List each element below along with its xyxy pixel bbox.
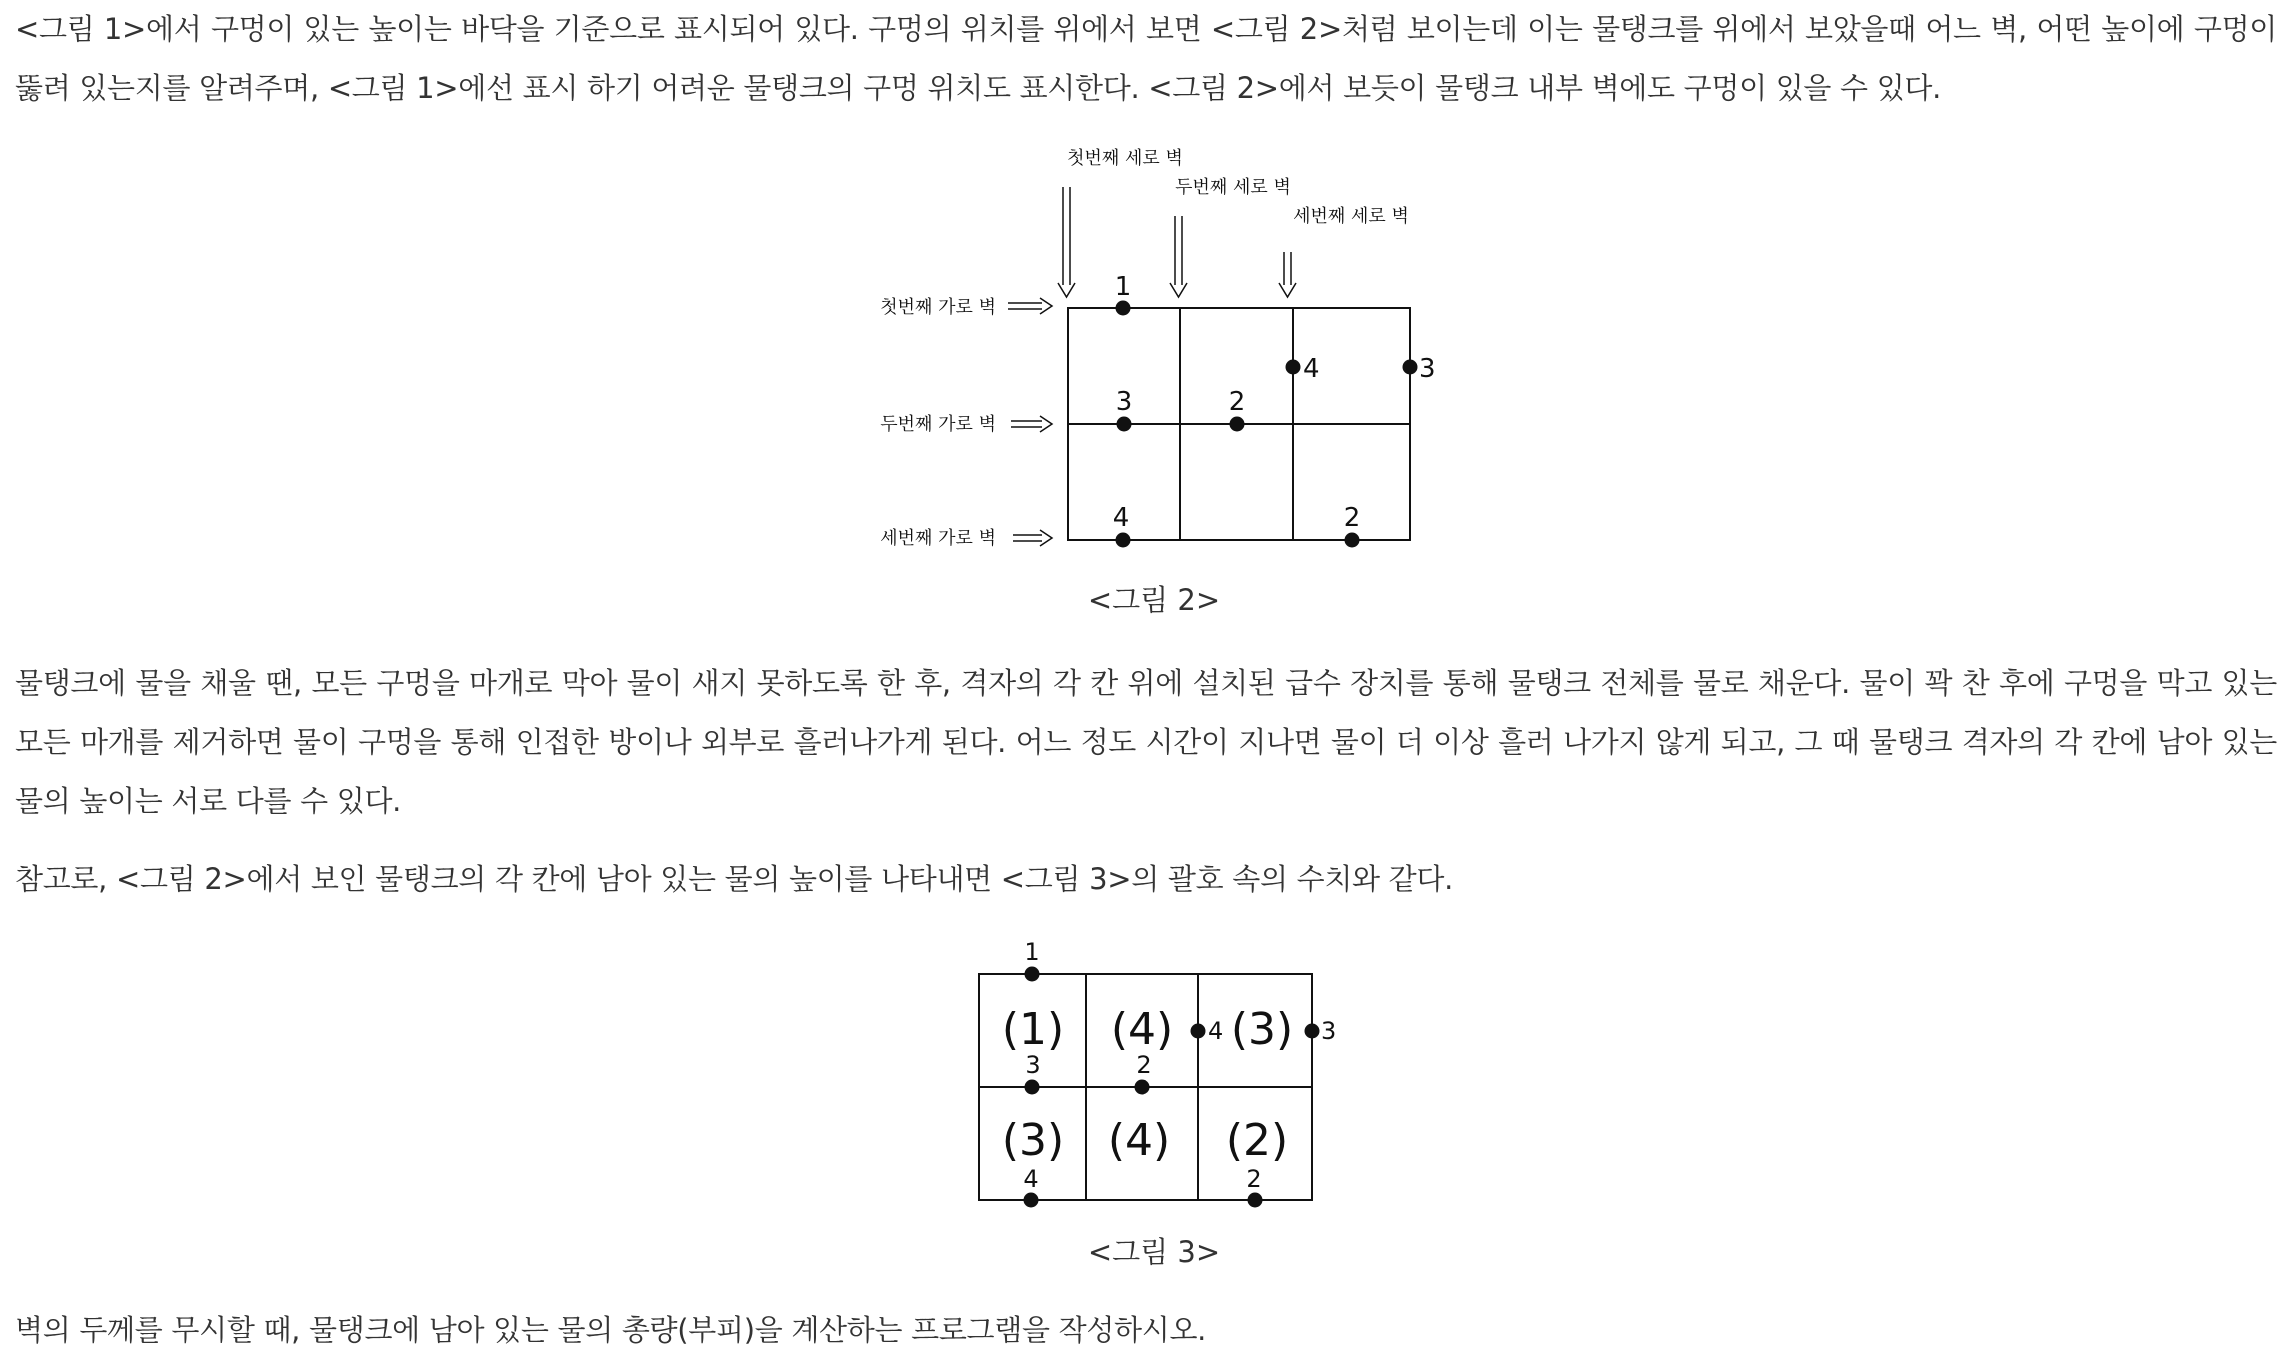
hole-label: 3 [1115,387,1133,417]
hole-label: 4 [1112,503,1130,533]
hole-marker [1135,1080,1150,1095]
down-arrow-icon [1170,216,1187,297]
water-height-value: (1) [1001,1004,1065,1055]
hole-label: 1 [1114,272,1132,302]
vertical-wall-label-1: 첫번째 세로 벽 [1067,148,1183,169]
hole-marker [1024,1193,1039,1208]
figure-2-caption: <그림 2> [1087,583,1221,617]
figure-3-diagram [0,930,2290,1220]
horizontal-wall-label-3: 세번째 가로 벽 [880,528,996,549]
hole-marker [1286,360,1301,375]
hole-label: 2 [1228,387,1246,417]
hole-label: 4 [1023,1165,1039,1193]
right-arrow-icon [1011,416,1052,432]
vertical-wall-label-3: 세번째 세로 벽 [1293,206,1409,227]
right-arrow-icon [1013,530,1052,546]
vertical-wall-label-2: 두번째 세로 벽 [1175,177,1291,198]
figure-3-caption: <그림 3> [1087,1235,1221,1269]
hole-marker [1117,417,1132,432]
water-height-value: (4) [1110,1004,1174,1055]
hole-marker [1248,1193,1263,1208]
horizontal-wall-label-1: 첫번째 가로 벽 [880,297,996,318]
right-arrow-icon [1008,298,1052,314]
hole-marker [1403,360,1418,375]
down-arrow-icon [1058,187,1075,297]
hole-label: 2 [1343,503,1361,533]
hole-label: 4 [1303,354,1320,384]
hole-marker [1345,533,1360,548]
hole-label: 4 [1208,1017,1224,1045]
down-arrow-icon [1279,252,1296,297]
horizontal-wall-label-2: 두번째 가로 벽 [880,414,996,435]
hole-label: 2 [1136,1051,1152,1079]
hole-label: 1 [1024,938,1040,966]
hole-marker [1025,967,1040,982]
hole-marker [1025,1080,1040,1095]
hole-marker [1116,301,1131,316]
hole-label: 3 [1419,354,1436,384]
task-paragraph: 벽의 두께를 무시할 때, 물탱크에 남아 있는 물의 총량(부피)을 계산하는 프로그램을 작성하시오. [15,1313,1207,1347]
hole-label: 3 [1025,1051,1041,1079]
hole-label: 2 [1246,1165,1262,1193]
hole-marker [1230,417,1245,432]
water-height-value: (2) [1225,1115,1289,1166]
water-height-value: (4) [1107,1115,1171,1166]
hole-marker [1305,1024,1320,1039]
hole-label: 3 [1321,1017,1337,1045]
hole-marker [1191,1024,1206,1039]
intro-paragraph: <그림 1>에서 구멍이 있는 높이는 바닥을 기준으로 표시되어 있다. 구멍의 위치를 위에서 보면 <그림 2>처럼 보이는데 이는 물탱크를 위에서 보았을때 어느 벽, 어떤 높이에 구멍이 뚫려 있는지를 알려주며, <그림 1>에선 표시 하기 어려운 물탱크의 구멍 위치도 표시한다. <그림 2>에서 보듯이 물탱크 내부 벽에도 구멍이 있을 수 있다. [15,12,2277,105]
hole-marker [1116,533,1131,548]
process-paragraph: 물탱크에 물을 채울 땐, 모든 구멍을 마개로 막아 물이 새지 못하도록 한 후, 격자의 각 칸 위에 설치된 급수 장치를 통해 물탱크 전체를 물로 채운다. 물이 꽉 찬 후에 구멍을 막고 있는 모든 마개를 제거하면 물이 구멍을 통해 인접한 방이나 외부로 흘러나가게 된다. 어느 정도 시간이 지나면 물이 더 이상 흘러 나가지 않게 되고, 그 때 물탱크 격자의 각 칸에 남아 있는 물의 높이는 서로 다를 수 있다. [15,666,2277,818]
reference-paragraph: 참고로, <그림 2>에서 보인 물탱크의 각 칸에 남아 있는 물의 높이를 나타내면 <그림 3>의 괄호 속의 수치와 같다. [15,862,1454,896]
water-height-value: (3) [1001,1115,1065,1166]
water-height-value: (3) [1230,1004,1294,1055]
figure-2-diagram [0,140,2290,580]
